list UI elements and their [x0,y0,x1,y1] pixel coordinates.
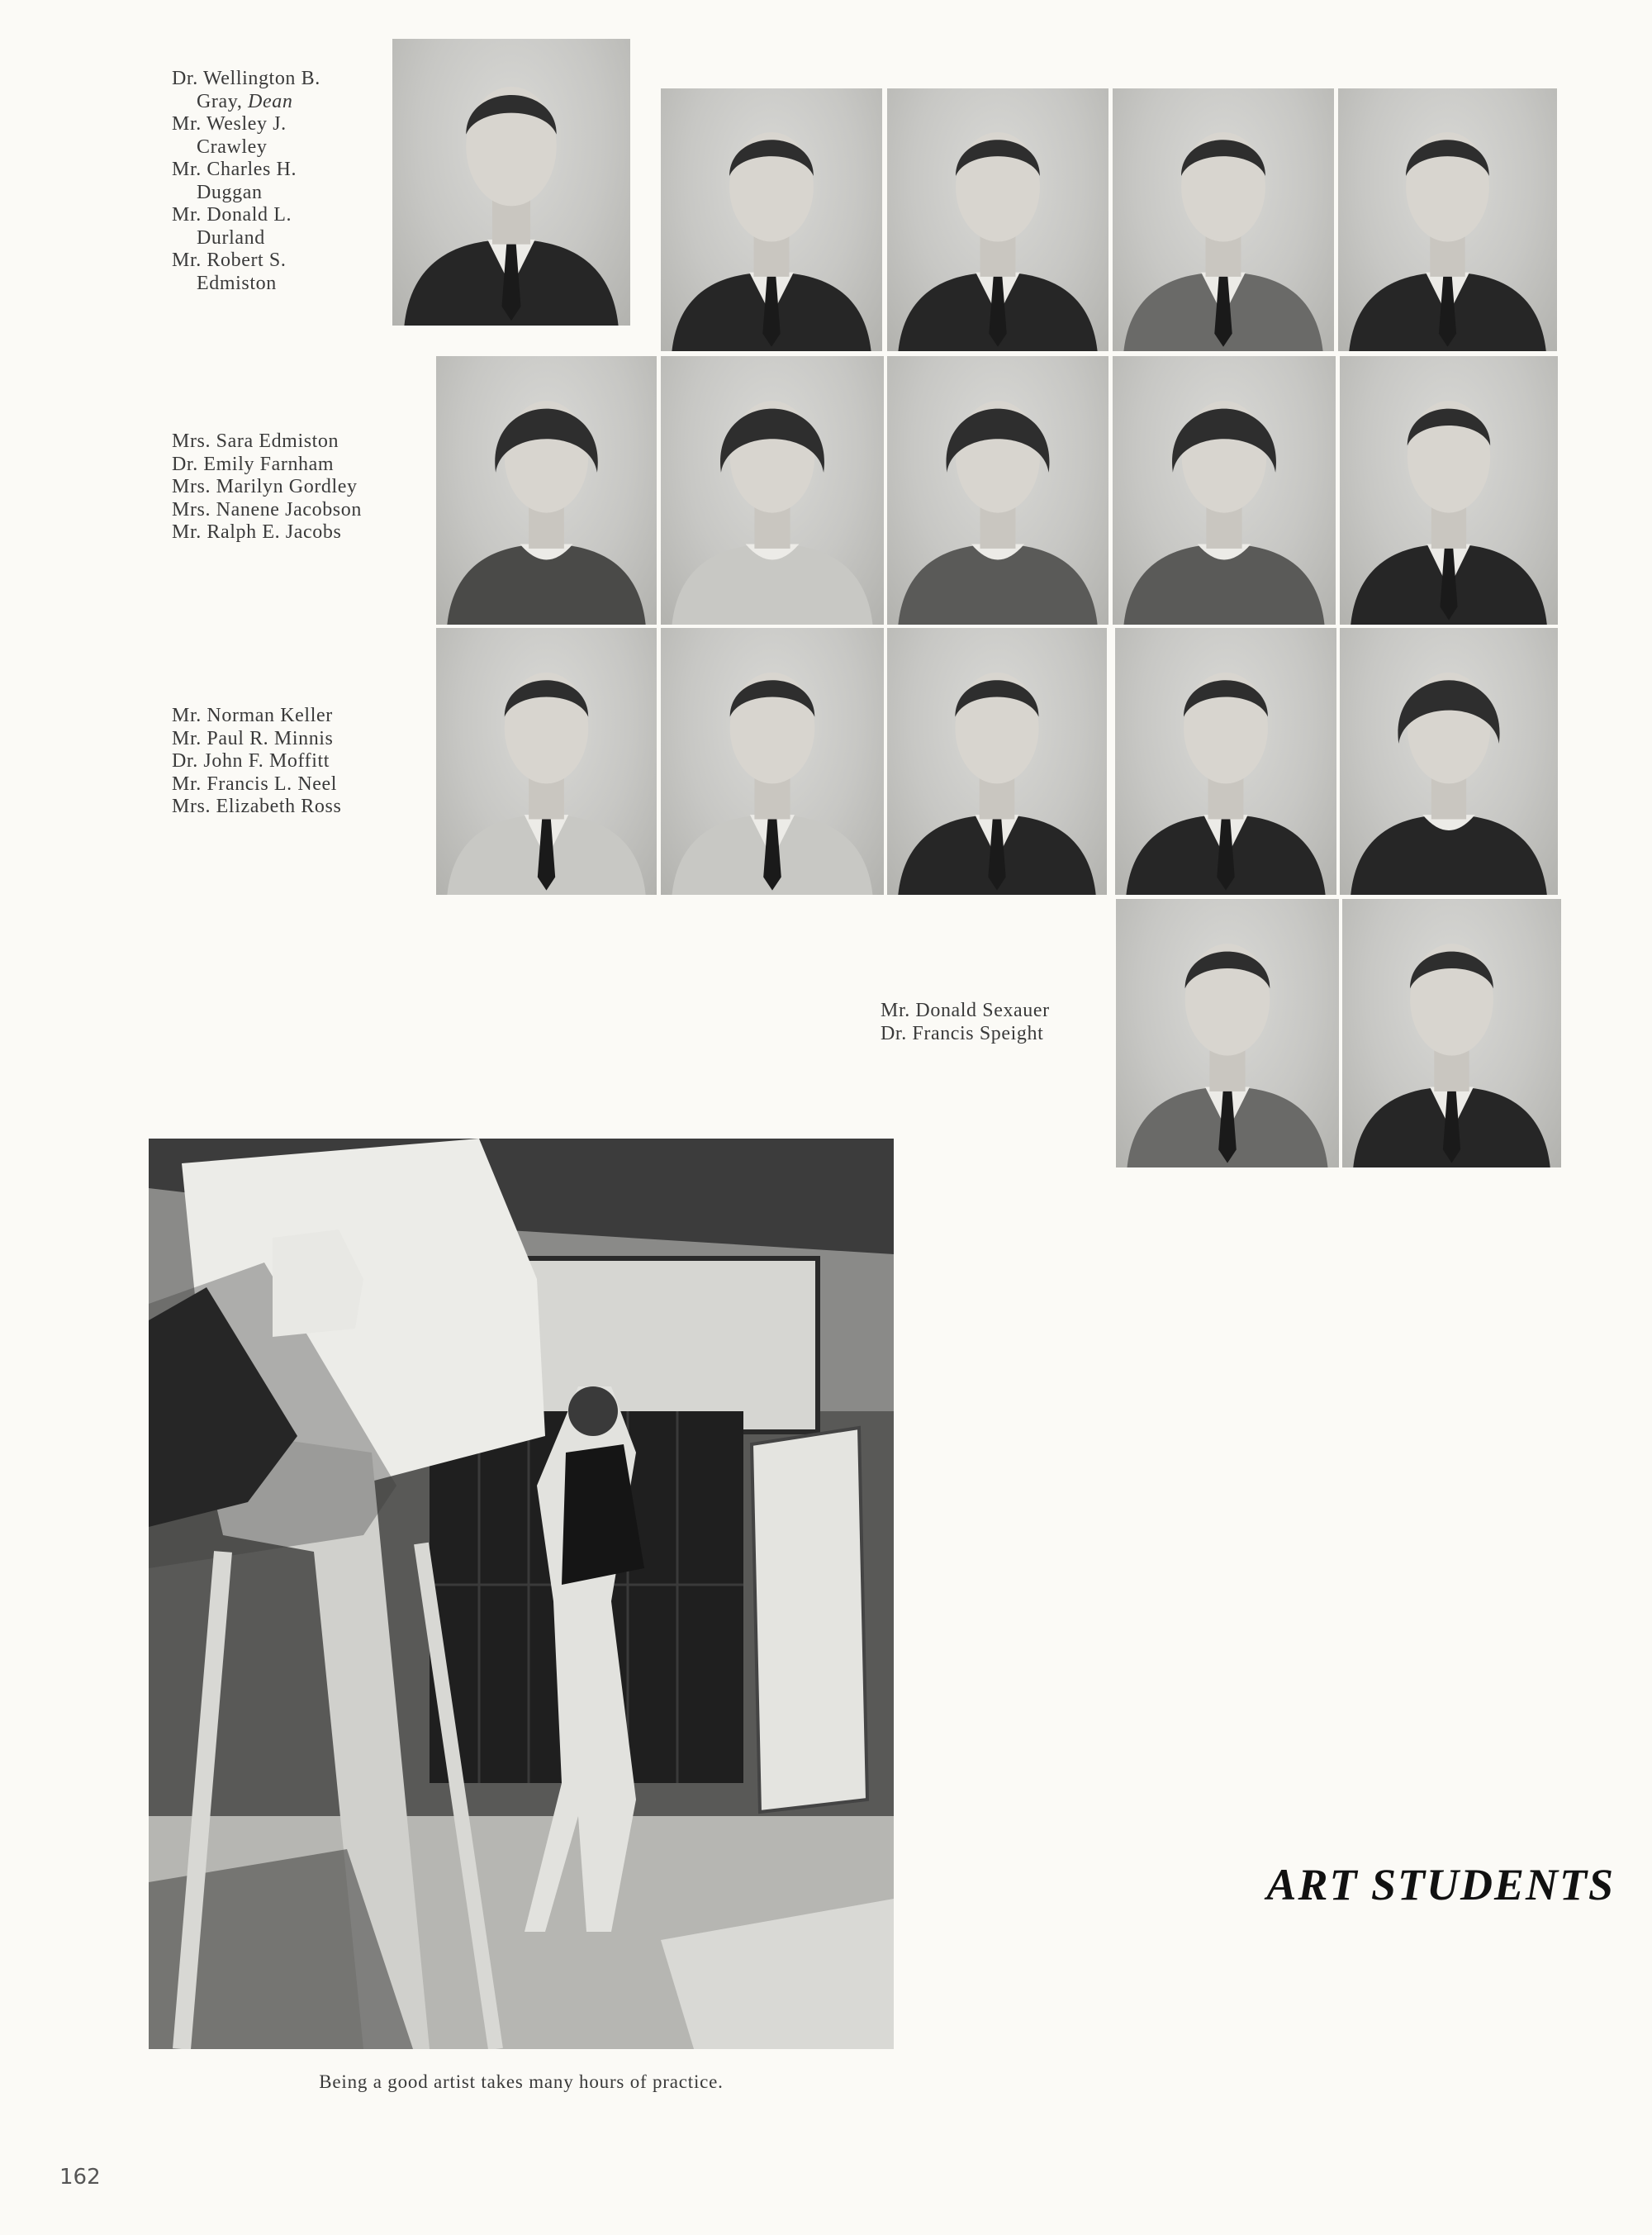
name-durland-cont: Durland [197,226,265,249]
name-edmiston-robert: Mr. Robert S. [172,250,287,271]
name-duggan: Mr. Charles H. [172,159,297,180]
name-list-item: Mrs. Marilyn Gordley [172,476,358,497]
photo-caption: Being a good artist takes many hours of practice. [319,2071,724,2092]
portrait-photo [436,628,657,895]
art-studio-photo [149,1139,894,2049]
portrait-photo [887,628,1107,895]
name-list-item: Mrs. Nanene Jacobson [172,498,362,521]
row1-names [172,68,320,295]
name-crawley-cont: Crawley [197,136,268,158]
name-list-item: Dr. Emily Farnham [172,453,335,475]
portrait-photo [392,39,630,326]
page-number: 162 [59,2165,101,2190]
row4-names [881,1000,1050,1045]
name-edmiston-robert-cont: Edmiston [197,272,277,294]
portrait-photo [1340,628,1558,895]
name-list-item: Mr. Donald Sexauer [881,1000,1050,1021]
portrait-photo [661,356,884,625]
portrait-photo [1113,88,1334,351]
portrait-photo [1113,356,1336,625]
portrait-photo [436,356,657,625]
role-dean: Dean [248,90,293,112]
name-gray: Dr. Wellington B. [172,68,320,89]
name-list-item: Mr. Paul R. Minnis [172,727,334,749]
row2-names [172,430,362,544]
name-list-item: Dr. John F. Moffitt [172,750,330,772]
name-crawley: Mr. Wesley J. [172,113,287,135]
portrait-photo [1338,88,1557,351]
name-list-item: Mr. Francis L. Neel [172,773,338,795]
name-list-item: Mrs. Elizabeth Ross [172,796,342,817]
portrait-photo [1116,899,1339,1167]
portrait-photo [1115,628,1336,895]
name-duggan-cont: Duggan [197,181,263,203]
portrait-photo [661,628,884,895]
portrait-photo [1340,356,1558,625]
portrait-photo [887,88,1108,351]
section-heading: ART STUDENTS [1266,1860,1615,1909]
portrait-photo [887,356,1108,625]
name-gray-cont: Gray, Dean [197,90,293,112]
name-list-item: Mr. Norman Keller [172,705,333,726]
name-list-item: Mrs. Sara Edmiston [172,430,339,452]
portrait-photo [1342,899,1561,1167]
row3-names [172,705,341,819]
name-list-item: Dr. Francis Speight [881,1022,1044,1044]
name-list-item: Mr. Ralph E. Jacobs [172,521,342,543]
name-durland: Mr. Donald L. [172,204,292,226]
portrait-photo [661,88,882,351]
